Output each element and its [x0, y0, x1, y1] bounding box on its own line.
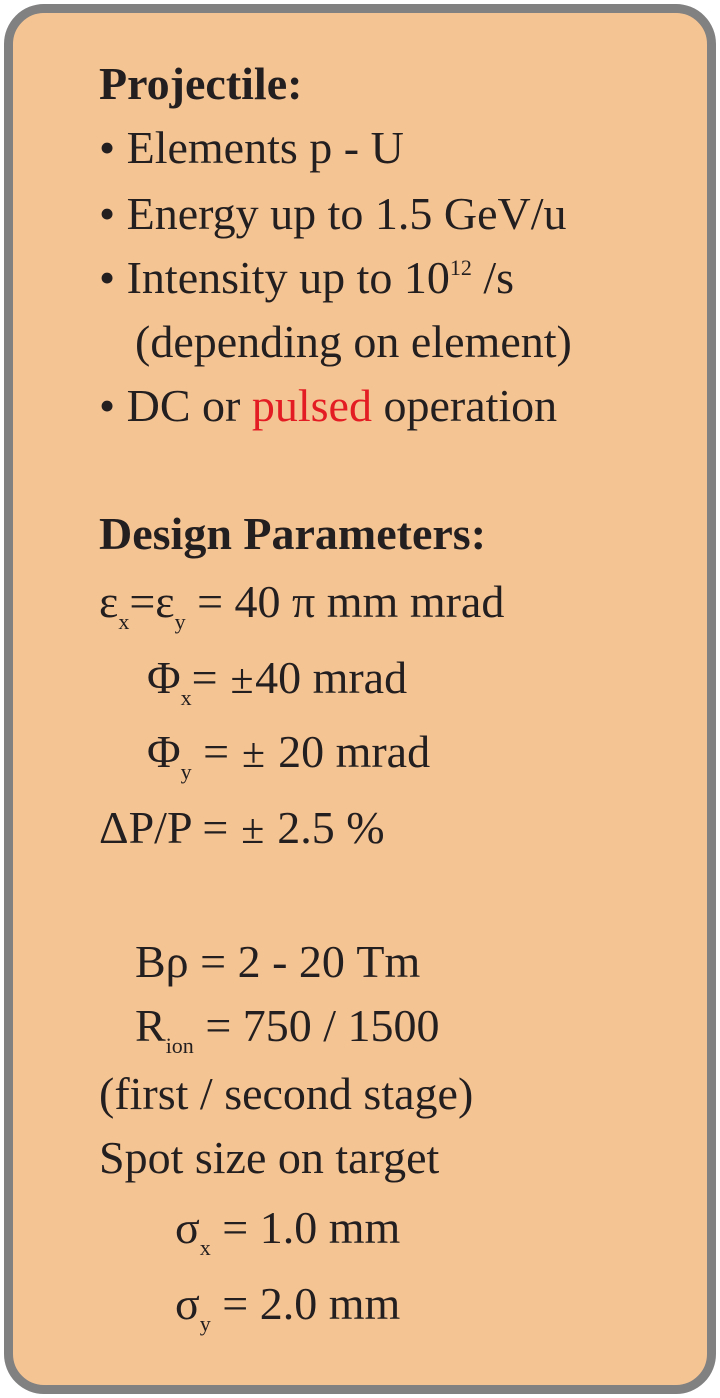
design-heading: Design Parameters:: [99, 508, 487, 559]
equals-sign: =: [191, 652, 230, 703]
phi-y-line: [147, 726, 431, 784]
intensity-text: Intensity up to 10: [126, 252, 450, 303]
bullet-energy: [99, 188, 567, 239]
bullet: •: [99, 188, 116, 239]
elements-text: Elements p - U: [126, 122, 404, 173]
sigma-symbol: σ: [175, 1202, 200, 1253]
plus-minus-icon: ±: [230, 657, 254, 703]
bullet: •: [99, 252, 116, 303]
phi-sub-x: x: [180, 685, 192, 710]
phi-x-value: 40 mrad: [255, 652, 408, 703]
emittance-sub-y: y: [174, 609, 186, 634]
rigidity-line: Bρ = 2 - 20 Tm: [135, 936, 421, 987]
sigma-symbol: σ: [175, 1278, 200, 1329]
resolution-line: [135, 1000, 440, 1058]
equals-sign: =: [129, 576, 156, 627]
sigma-y-value: = 2.0 mm: [210, 1278, 401, 1329]
phi-y-value: 20 mrad: [266, 726, 431, 777]
equals-sign: =: [191, 726, 241, 777]
phi-x-line: [147, 652, 408, 710]
projectile-heading: Projectile:: [99, 58, 303, 109]
intensity-exponent: 12: [449, 255, 472, 280]
operation-pre: DC or: [126, 380, 252, 431]
plus-minus-icon: ±: [241, 807, 265, 853]
resolution-value: = 750 / 1500: [193, 1000, 440, 1051]
sigma-sub-x: x: [199, 1235, 211, 1260]
spot-label: Spot size on target: [99, 1132, 440, 1183]
resolution-symbol: R: [135, 1000, 166, 1051]
intensity-note: (depending on element): [135, 316, 572, 367]
emittance-value: = 40 π mm mrad: [185, 576, 505, 627]
sigma-sub-y: y: [199, 1311, 211, 1336]
phi-sub-y: y: [180, 759, 192, 784]
bullet: •: [99, 380, 116, 431]
momentum-line: [99, 802, 385, 853]
plus-minus-icon: ±: [242, 731, 266, 777]
momentum-value: 2.5 %: [265, 802, 385, 853]
emittance-sub-x: x: [118, 609, 130, 634]
sigma-y-line: [175, 1278, 401, 1336]
sigma-x-value: = 1.0 mm: [210, 1202, 401, 1253]
epsilon-symbol: ε: [155, 576, 175, 627]
phi-symbol: Φ: [147, 652, 181, 703]
bullet-elements: [99, 122, 404, 173]
resolution-sub: ion: [165, 1033, 194, 1058]
bullet-intensity: [99, 252, 515, 303]
bullet-operation: [99, 380, 558, 431]
stage-note: (first / second stage): [99, 1068, 474, 1119]
intensity-unit: /s: [471, 252, 515, 303]
bullet: •: [99, 122, 116, 173]
energy-text: Energy up to 1.5 GeV/u: [126, 188, 567, 239]
operation-highlight: pulsed: [251, 380, 372, 431]
sigma-x-line: [175, 1202, 401, 1260]
epsilon-symbol: ε: [99, 576, 119, 627]
operation-post: operation: [371, 380, 558, 431]
phi-symbol: Φ: [147, 726, 181, 777]
momentum-label: ΔP/P =: [99, 802, 240, 853]
emittance-line: [99, 576, 505, 634]
